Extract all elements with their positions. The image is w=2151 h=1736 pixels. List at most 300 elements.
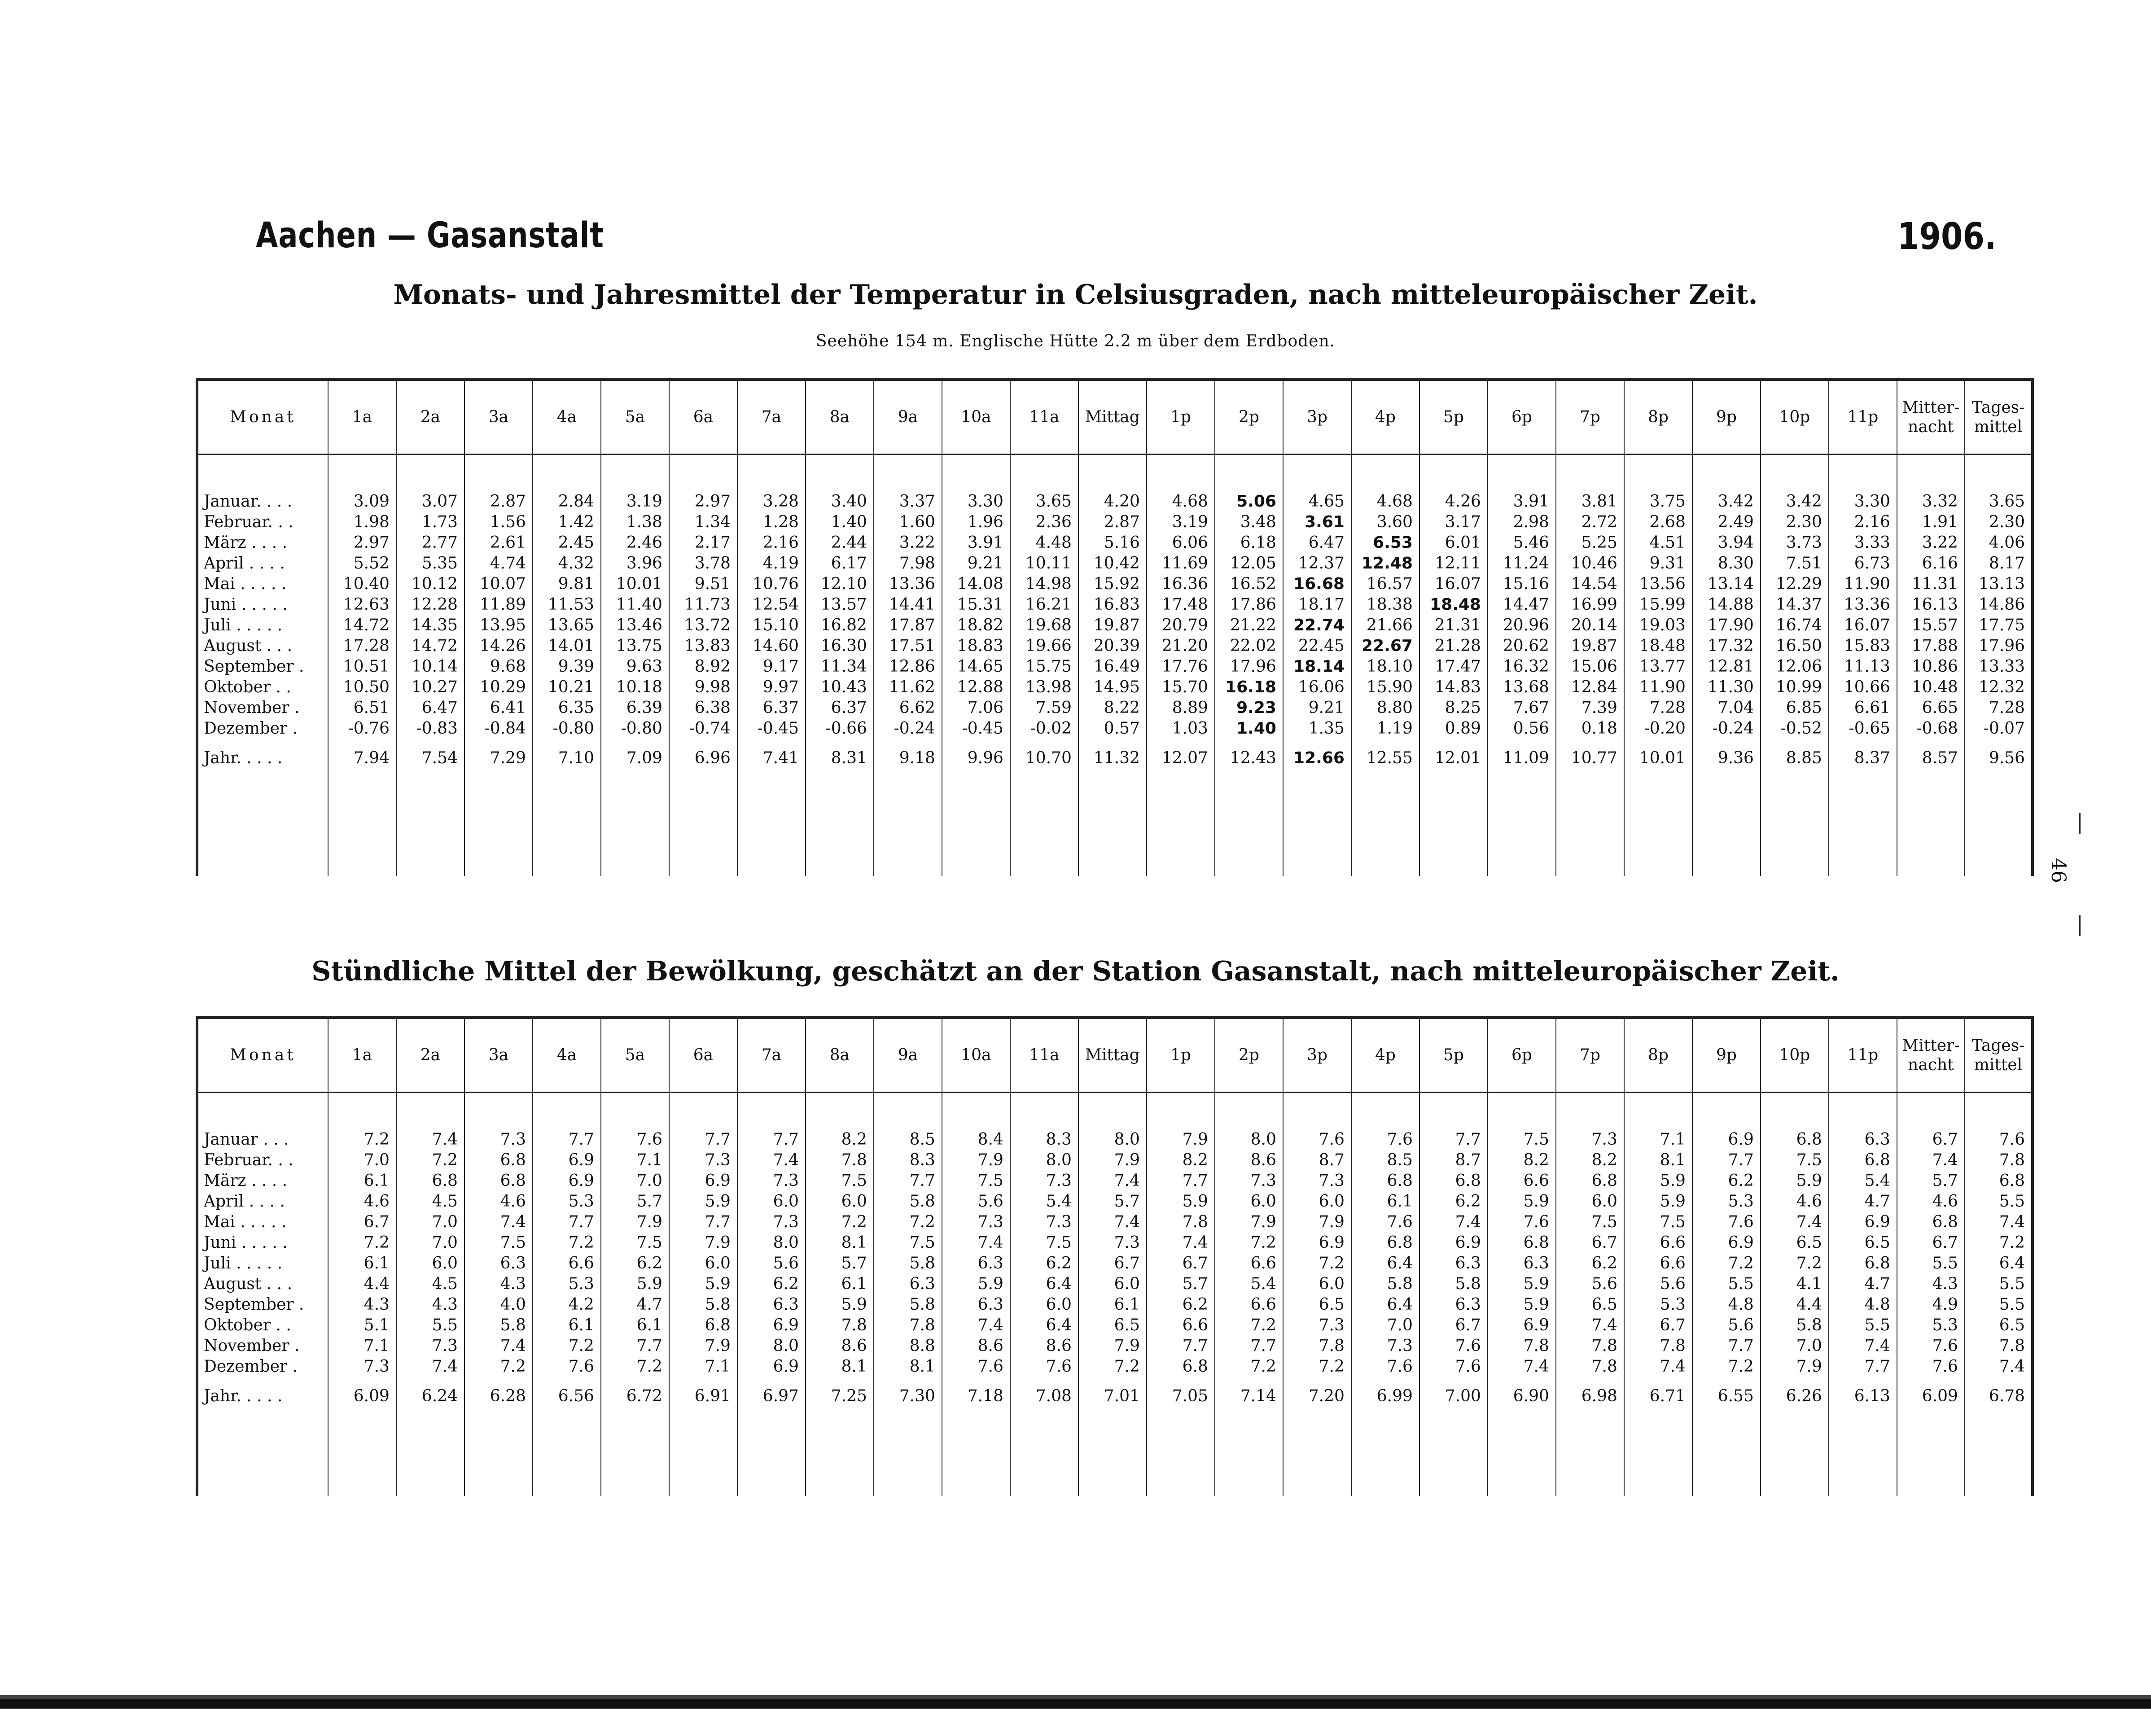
table-cell: 4.68 [1351, 491, 1419, 512]
table-cell: 8.85 [1761, 748, 1829, 768]
table-cell: 20.96 [1488, 615, 1556, 635]
table-cell: 7.6 [1897, 1335, 1965, 1356]
table-cell: 7.4 [1147, 1232, 1215, 1253]
table-cell: 10.43 [806, 677, 874, 697]
table-cell: 2.46 [601, 532, 669, 553]
table-row [197, 1232, 2033, 1253]
table-cell: 5.7 [1147, 1273, 1215, 1294]
table-cell: 8.0 [1215, 1129, 1283, 1150]
table-cell: 3.28 [737, 491, 806, 512]
table-cell: 0.56 [1488, 718, 1556, 739]
table-cell: 15.70 [1147, 677, 1215, 697]
table-cell: 7.7 [533, 1129, 601, 1150]
table-cell: 6.17 [806, 553, 874, 573]
column-header: 5a [601, 380, 669, 455]
table-cell: 6.3 [942, 1253, 1010, 1273]
table-cell: 15.10 [737, 615, 806, 635]
table-cell: 22.02 [1215, 635, 1283, 656]
table-cell: 6.2 [1556, 1253, 1624, 1273]
table-cell: 7.9 [942, 1150, 1010, 1170]
table-cell: -0.68 [1897, 718, 1965, 739]
table-cell: 6.0 [737, 1191, 806, 1211]
table-cell: 7.9 [1761, 1356, 1829, 1377]
table-cell: 7.6 [1351, 1129, 1419, 1150]
table-cell: 7.4 [464, 1211, 533, 1232]
table-cell: 6.47 [1283, 532, 1351, 553]
table-cell: 7.7 [737, 1129, 806, 1150]
table-cell: 7.7 [1419, 1129, 1488, 1150]
table-cell: 7.2 [1692, 1356, 1761, 1377]
column-header: 2a [396, 1018, 464, 1093]
table-cell: 5.7 [1078, 1191, 1147, 1211]
table-cell: 7.98 [874, 553, 942, 573]
column-header: Mittag [1078, 380, 1147, 455]
table-cell: 6.06 [1147, 532, 1215, 553]
table-cell: 12.66 [1283, 748, 1351, 768]
table-cell: 9.97 [737, 677, 806, 697]
column-header: 2p [1215, 1018, 1283, 1093]
table-cell: 6.8 [1829, 1150, 1897, 1170]
table-cell: 16.07 [1419, 573, 1488, 594]
table-cell: 12.28 [396, 594, 464, 615]
table-cell: 5.25 [1556, 532, 1624, 553]
table-cell: 7.3 [1283, 1170, 1351, 1191]
table-cell: 13.95 [464, 615, 533, 635]
table-cell: 6.5 [1283, 1294, 1351, 1315]
table-cell: 9.56 [1965, 748, 2033, 768]
table-cell: 4.19 [737, 553, 806, 573]
table-cell: 7.3 [1215, 1170, 1283, 1191]
table-cell: 8.37 [1829, 748, 1897, 768]
table-cell: 5.9 [1624, 1170, 1692, 1191]
table-cell: 7.6 [1897, 1356, 1965, 1377]
table-cell: 20.14 [1556, 615, 1624, 635]
column-header: 4a [533, 1018, 601, 1093]
table-row [197, 1273, 2033, 1294]
column-header: 4p [1351, 1018, 1419, 1093]
table-cell: 4.3 [464, 1273, 533, 1294]
month-label: März . . . . [197, 1170, 328, 1191]
table-cell: 7.6 [1488, 1211, 1556, 1232]
table-cell: 3.96 [601, 553, 669, 573]
table-cell: 7.30 [874, 1386, 942, 1406]
column-header: 11a [1010, 380, 1078, 455]
table-cell: 7.04 [1692, 697, 1761, 718]
table-cell: 7.6 [1351, 1356, 1419, 1377]
table-cell: 14.08 [942, 573, 1010, 594]
table-cell: 7.2 [601, 1356, 669, 1377]
table-cell: 10.11 [1010, 553, 1078, 573]
table-cell: 7.2 [874, 1211, 942, 1232]
column-header: 5p [1419, 1018, 1488, 1093]
table-cell: 12.32 [1965, 677, 2033, 697]
table-row [197, 718, 2033, 739]
table-cell: 7.25 [806, 1386, 874, 1406]
table-cell: 5.8 [1351, 1273, 1419, 1294]
table-cell: 6.61 [1829, 697, 1897, 718]
table-cell: 3.22 [874, 532, 942, 553]
table-cell: 11.89 [464, 594, 533, 615]
table-cell: 4.2 [533, 1294, 601, 1315]
table-cell: 2.77 [396, 532, 464, 553]
table-cell: 18.14 [1283, 656, 1351, 677]
year-row [197, 1386, 2033, 1406]
column-header: 1p [1147, 380, 1215, 455]
table-row [197, 697, 2033, 718]
table-cell: 7.2 [1215, 1356, 1283, 1377]
table-cell: 14.35 [396, 615, 464, 635]
table-cell: 7.4 [1624, 1356, 1692, 1377]
table-cell: 5.6 [1624, 1273, 1692, 1294]
table-cell: 4.74 [464, 553, 533, 573]
table-cell: 4.7 [1829, 1273, 1897, 1294]
table-cell: 2.68 [1624, 512, 1692, 532]
table-cell: 5.8 [874, 1253, 942, 1273]
table-cell: 9.23 [1215, 697, 1283, 718]
table-cell: 7.29 [464, 748, 533, 768]
table-cell: 3.37 [874, 491, 942, 512]
table-cell: 3.40 [806, 491, 874, 512]
table-cell: 7.8 [1624, 1335, 1692, 1356]
table-cell: 17.86 [1215, 594, 1283, 615]
table-cell: 7.2 [533, 1232, 601, 1253]
table-cell: 6.8 [1965, 1170, 2033, 1191]
month-label: September . [197, 656, 328, 677]
table-cell: 7.4 [942, 1232, 1010, 1253]
table-cell: 10.18 [601, 677, 669, 697]
table-cell: 7.3 [669, 1150, 737, 1170]
table-cell: 16.74 [1761, 615, 1829, 635]
month-label: August . . . [197, 1273, 328, 1294]
table-cell: 7.4 [1078, 1211, 1147, 1232]
table-cell: 1.96 [942, 512, 1010, 532]
table-cell: 16.49 [1078, 656, 1147, 677]
table-cell: 7.0 [601, 1170, 669, 1191]
table-cell: 0.89 [1419, 718, 1488, 739]
table-cell: 16.82 [806, 615, 874, 635]
column-header: Tages- mittel [1965, 380, 2033, 455]
table-cell: 7.5 [1010, 1232, 1078, 1253]
table-cell: 6.7 [1147, 1253, 1215, 1273]
table-cell: 17.51 [874, 635, 942, 656]
table-cell: 7.2 [328, 1232, 396, 1253]
table-cell: 3.65 [1965, 491, 2033, 512]
column-header: 9p [1692, 1018, 1761, 1093]
table-cell: 9.81 [533, 573, 601, 594]
table-cell: 1.40 [806, 512, 874, 532]
table-cell: 7.8 [1283, 1335, 1351, 1356]
table-cell: 3.81 [1556, 491, 1624, 512]
column-header: 6p [1488, 1018, 1556, 1093]
table-cell: 7.2 [1215, 1315, 1283, 1335]
table-cell: 13.75 [601, 635, 669, 656]
table-cell: 0.57 [1078, 718, 1147, 739]
month-label: Juni . . . . . [197, 594, 328, 615]
table-cell: 6.2 [1147, 1294, 1215, 1315]
table-cell: 7.7 [1147, 1170, 1215, 1191]
table-cell: 6.3 [1419, 1294, 1488, 1315]
table-cell: 6.35 [533, 697, 601, 718]
table-cell: 8.5 [1351, 1150, 1419, 1170]
table-cell: 17.32 [1692, 635, 1761, 656]
table-cell: 7.3 [328, 1356, 396, 1377]
table-cell: 7.7 [1147, 1335, 1215, 1356]
table-row [197, 573, 2033, 594]
table-cell: 7.10 [533, 748, 601, 768]
month-label: Mai . . . . . [197, 1211, 328, 1232]
table-cell: 6.1 [328, 1170, 396, 1191]
table-cell: 5.8 [669, 1294, 737, 1315]
table-cell: 7.4 [1078, 1170, 1147, 1191]
table-cell: 7.8 [1488, 1335, 1556, 1356]
table-cell: 4.68 [1147, 491, 1215, 512]
table-cell: 18.38 [1351, 594, 1419, 615]
table-cell: 6.9 [1829, 1211, 1897, 1232]
table-cell: 7.6 [1419, 1356, 1488, 1377]
table-cell: 7.28 [1965, 697, 2033, 718]
table-cell: 8.2 [1556, 1150, 1624, 1170]
table-cell: 15.92 [1078, 573, 1147, 594]
table-cell: 7.2 [1692, 1253, 1761, 1273]
table-cell: 7.3 [1556, 1129, 1624, 1150]
table-cell: 17.76 [1147, 656, 1215, 677]
table-cell: 7.2 [1283, 1253, 1351, 1273]
table-cell: 12.01 [1419, 748, 1488, 768]
table-cell: 6.24 [396, 1386, 464, 1406]
column-header: 8p [1624, 1018, 1692, 1093]
month-label: Jahr. . . . . [197, 748, 328, 768]
table-cell: 6.56 [533, 1386, 601, 1406]
month-label: November . [197, 1335, 328, 1356]
table-cell: 5.35 [396, 553, 464, 573]
table-cell: 22.45 [1283, 635, 1351, 656]
table-cell: 7.3 [1010, 1170, 1078, 1191]
table-cell: 21.28 [1419, 635, 1488, 656]
table-cell: 16.99 [1556, 594, 1624, 615]
column-header: Tages- mittel [1965, 1018, 2033, 1093]
table-cell: 8.6 [806, 1335, 874, 1356]
table-cell: 12.05 [1215, 553, 1283, 573]
table-cell: 7.7 [601, 1335, 669, 1356]
table-cell: -0.65 [1829, 718, 1897, 739]
table-cell: 1.38 [601, 512, 669, 532]
table-cell: 2.30 [1965, 512, 2033, 532]
table-cell: 4.4 [1761, 1294, 1829, 1315]
month-label: April . . . . [197, 1191, 328, 1211]
month-label: Dezember . [197, 1356, 328, 1377]
table-cell: 16.36 [1147, 573, 1215, 594]
table-cell: 10.29 [464, 677, 533, 697]
table-cell: 7.4 [1761, 1211, 1829, 1232]
table-cell: 5.5 [1897, 1253, 1965, 1273]
table-cell: 6.0 [669, 1253, 737, 1273]
page-number: 46 [2047, 858, 2070, 883]
column-header: 5a [601, 1018, 669, 1093]
table-cell: 6.9 [737, 1356, 806, 1377]
table-cell: 7.51 [1761, 553, 1829, 573]
table-cell: 6.2 [1010, 1253, 1078, 1273]
table-row [197, 532, 2033, 553]
table-cell: 6.71 [1624, 1386, 1692, 1406]
month-label: Dezember . [197, 718, 328, 739]
table-cell: 8.2 [1147, 1150, 1215, 1170]
month-label: November . [197, 697, 328, 718]
table-cell: 7.0 [1351, 1315, 1419, 1335]
table-cell: 6.97 [737, 1386, 806, 1406]
table-cell: 10.66 [1829, 677, 1897, 697]
table-cell: 7.06 [942, 697, 1010, 718]
table-cell: 7.3 [737, 1211, 806, 1232]
table-cell: 21.22 [1215, 615, 1283, 635]
table-cell: 13.36 [874, 573, 942, 594]
table-cell: 4.9 [1897, 1294, 1965, 1315]
column-header: 2p [1215, 380, 1283, 455]
table-cell: 10.99 [1761, 677, 1829, 697]
table-cell: 11.31 [1897, 573, 1965, 594]
table-cell: -0.45 [737, 718, 806, 739]
table-cell: 6.72 [601, 1386, 669, 1406]
table-cell: 11.90 [1829, 573, 1897, 594]
table-cell: 2.16 [737, 532, 806, 553]
table-cell: 16.50 [1761, 635, 1829, 656]
table-cell: 7.94 [328, 748, 396, 768]
table-cell: 16.83 [1078, 594, 1147, 615]
table-cell: 6.09 [1897, 1386, 1965, 1406]
table-cell: 6.91 [669, 1386, 737, 1406]
table-cell: 6.7 [328, 1211, 396, 1232]
month-label: Februar. . . [197, 1150, 328, 1170]
table-cell: 6.85 [1761, 697, 1829, 718]
year-label: 1906. [1897, 215, 1997, 258]
table-cell: 15.57 [1897, 615, 1965, 635]
table-cell: 6.62 [874, 697, 942, 718]
table-cell: 7.20 [1283, 1386, 1351, 1406]
table-cell: 8.4 [942, 1129, 1010, 1150]
column-header: 4a [533, 380, 601, 455]
table-cell: 4.3 [396, 1294, 464, 1315]
table-cell: 16.30 [806, 635, 874, 656]
table-cell: 2.98 [1488, 512, 1556, 532]
table-cell: 8.80 [1351, 697, 1419, 718]
table-cell: 19.68 [1010, 615, 1078, 635]
table-cell: 7.4 [1829, 1335, 1897, 1356]
table-cell: 4.5 [396, 1273, 464, 1294]
table-cell: 11.73 [669, 594, 737, 615]
scan-edge-shadow [0, 1695, 2151, 1699]
table-cell: 10.27 [396, 677, 464, 697]
table-cell: 7.41 [737, 748, 806, 768]
table-cell: 5.9 [806, 1294, 874, 1315]
table-cell: 16.68 [1283, 573, 1351, 594]
cloudiness-header-row [197, 1018, 2033, 1093]
table-cell: 7.7 [533, 1211, 601, 1232]
table-cell: 2.44 [806, 532, 874, 553]
table-cell: 7.5 [1556, 1211, 1624, 1232]
table-cell: 7.8 [1556, 1356, 1624, 1377]
table-cell: 9.31 [1624, 553, 1692, 573]
table-cell: 6.8 [1897, 1211, 1965, 1232]
table-cell: 6.5 [1965, 1315, 2033, 1335]
table-cell: 13.13 [1965, 573, 2033, 594]
table-cell: 4.8 [1692, 1294, 1761, 1315]
column-header: 6a [669, 1018, 737, 1093]
table-cell: 17.88 [1897, 635, 1965, 656]
table-cell: 7.9 [669, 1335, 737, 1356]
table-cell: 6.0 [1283, 1191, 1351, 1211]
table-cell: 6.8 [1761, 1129, 1829, 1150]
table-cell: -0.07 [1965, 718, 2033, 739]
table-cell: 11.34 [806, 656, 874, 677]
table-cell: 11.13 [1829, 656, 1897, 677]
table-cell: 3.65 [1010, 491, 1078, 512]
table-cell: 3.17 [1419, 512, 1488, 532]
table-cell: 5.9 [1488, 1294, 1556, 1315]
table-cell: 8.6 [1215, 1150, 1283, 1170]
station-title: Aachen — Gasanstalt [256, 215, 604, 256]
table-cell: 3.60 [1351, 512, 1419, 532]
table-cell: 7.39 [1556, 697, 1624, 718]
table-cell: 5.8 [464, 1315, 533, 1335]
table-cell: 7.8 [1965, 1335, 2033, 1356]
table-cell: 6.9 [669, 1170, 737, 1191]
table-cell: 6.8 [1351, 1232, 1419, 1253]
cloudiness-table-title: Stündliche Mittel der Bewölkung, geschätzt an der Station Gasanstalt, nach mitteleuropäischer Zeit. [311, 956, 1840, 987]
table-cell: 11.40 [601, 594, 669, 615]
table-cell: 10.01 [1624, 748, 1692, 768]
table-cell: 7.6 [601, 1129, 669, 1150]
table-cell: 7.9 [1078, 1335, 1147, 1356]
table-cell: 6.2 [601, 1253, 669, 1273]
scan-edge-bar [0, 1699, 2151, 1709]
table-cell: 7.4 [396, 1129, 464, 1150]
column-header: 2a [396, 380, 464, 455]
table-cell: 4.7 [1829, 1191, 1897, 1211]
table-cell: 4.06 [1965, 532, 2033, 553]
table-row [197, 1294, 2033, 1315]
table-cell: 6.0 [806, 1191, 874, 1211]
table-cell: 6.16 [1897, 553, 1965, 573]
table-cell: 16.21 [1010, 594, 1078, 615]
table-cell: 4.5 [396, 1191, 464, 1211]
table-cell: 5.9 [1624, 1191, 1692, 1211]
table-cell: 11.24 [1488, 553, 1556, 573]
table-cell: 7.2 [806, 1211, 874, 1232]
column-header: 8p [1624, 380, 1692, 455]
table-cell: 14.54 [1556, 573, 1624, 594]
table-row [197, 1356, 2033, 1377]
column-header: 10a [942, 1018, 1010, 1093]
table-cell: 8.1 [806, 1232, 874, 1253]
table-cell: 18.82 [942, 615, 1010, 635]
year-row [197, 748, 2033, 768]
table-cell: 7.0 [396, 1232, 464, 1253]
table-cell: 8.57 [1897, 748, 1965, 768]
table-cell: 7.4 [1419, 1211, 1488, 1232]
table-cell: 7.6 [1419, 1335, 1488, 1356]
table-cell: 3.22 [1897, 532, 1965, 553]
table-cell: 13.98 [1010, 677, 1078, 697]
table-cell: 6.8 [1351, 1170, 1419, 1191]
table-cell: 7.9 [1147, 1129, 1215, 1150]
table-cell: 8.22 [1078, 697, 1147, 718]
table-cell: 4.51 [1624, 532, 1692, 553]
table-cell: 6.0 [1556, 1191, 1624, 1211]
table-cell: 6.1 [806, 1273, 874, 1294]
table-cell: 12.11 [1419, 553, 1488, 573]
table-cell: 9.63 [601, 656, 669, 677]
table-cell: 6.4 [1351, 1294, 1419, 1315]
table-cell: 12.06 [1761, 656, 1829, 677]
